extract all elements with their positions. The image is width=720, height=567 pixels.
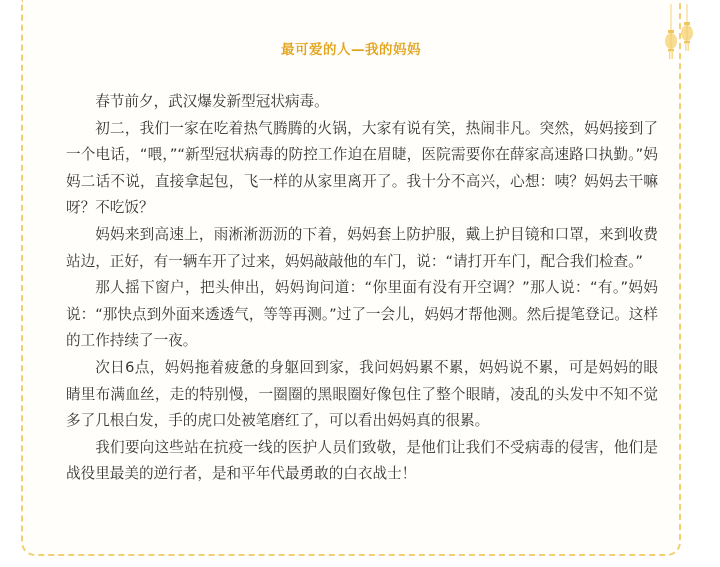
paragraph: 春节前夕，武汉爆发新型冠状病毒。 [95, 93, 329, 110]
lantern-icon [663, 4, 697, 60]
paragraph: 次日6点，妈妈拖着疲惫的身躯回到家，我问妈妈累不累，妈妈说不累，可是妈妈的眼睛里布满血丝，走的特别慢，一圈圈的黑眼圈好像包住了整个眼睛，凌乱的头发中不知不觉多了几根白发，手的虎口处被笔磨红了，可以看出妈妈真的很累。 [66, 358, 658, 430]
article-card [21, 0, 681, 556]
article-body [66, 89, 658, 488]
paragraph: 我们要向这些站在抗疫一线的医护人员们致敬，是他们让我们不受病毒的侵害，他们是战役里最美的逆行者，是和平年代最勇敢的白衣战士！ [66, 438, 658, 483]
paragraph: 妈妈来到高速上，雨淅淅沥沥的下着，妈妈套上防护服，戴上护目镜和口罩，来到收费站边，正好，有一辆车开了过来，妈妈敲敲他的车门，说：“请打开车门，配合我们检查。” [66, 225, 658, 270]
paragraph: 那人摇下窗户，把头伸出，妈妈询问道：“你里面有没有开空调？”那人说：“有。”妈妈说：“那快点到外面来透透气，等等再测。”过了一会儿，妈妈才帮他测。然后提笔登记。这样的工作持续了一夜。 [66, 279, 658, 350]
article-title: 最可爱的人—我的妈妈 [281, 42, 421, 58]
paragraph: 初二，我们一家在吃着热气腾腾的火锅，大家有说有笑，热闹非凡。突然，妈妈接到了一个电话，“喂，”“新型冠状病毒的防控工作迫在眉睫，医院需要你在薛家高速路口执勤。”妈妈二话不说，直接拿起包，飞一样的从家里离开了。我十分不高兴，心想：咦？妈妈去干嘛呀？不吃饭？ [66, 119, 658, 217]
